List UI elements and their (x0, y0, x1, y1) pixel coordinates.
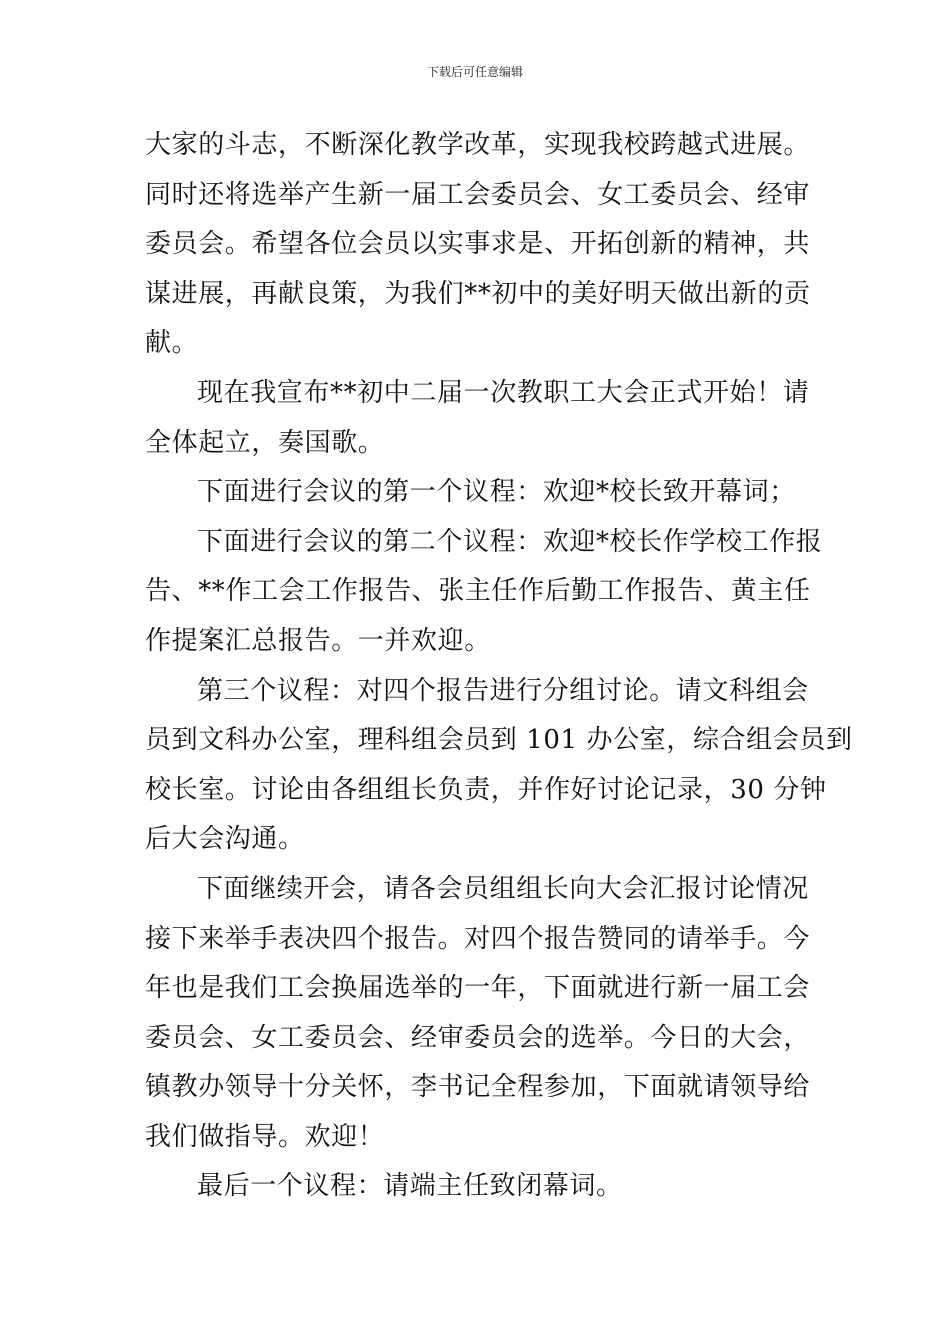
text-line: 委员会。希望各位会员以实事求是、开拓创新的精神，共 (145, 229, 811, 260)
text-line: 年也是我们工会换届选举的一年，下面就进行新一届工会 (145, 973, 811, 1004)
text-line: 接下来举手表决四个报告。对四个报告赞同的请举手。今 (145, 923, 811, 954)
text-line: 委员会、女工委员会、经审委员会的选举。今日的大会， (145, 1022, 811, 1053)
text-line: 作提案汇总报告。一并欢迎。 (145, 625, 491, 656)
text-line: 告、**作工会工作报告、张主任作后勤工作报告、黄主任 (145, 576, 811, 607)
text-line: 同时还将选举产生新一届工会委员会、女工委员会、经审 (145, 179, 811, 210)
text-line: 下面进行会议的第二个议程：欢迎*校长作学校工作报 (197, 526, 823, 557)
text-line: 献。 (145, 328, 199, 359)
text-line: 校长室。讨论由各组组长负责，并作好讨论记录，30 分钟 (145, 774, 827, 805)
text-line: 第三个议程：对四个报告进行分组讨论。请文科组会 (197, 675, 809, 706)
text-line: 下面进行会议的第一个议程：欢迎*校长致开幕词； (197, 477, 796, 508)
text-line: 员到文科办公室，理科组会员到 101 办公室，综合组会员到 (145, 725, 853, 756)
text-line: 我们做指导。欢迎！ (145, 1121, 385, 1152)
document-body (145, 121, 853, 1212)
text-line: 下面继续开会，请各会员组组长向大会汇报讨论情况 (197, 873, 809, 904)
text-line: 镇教办领导十分关怀，李书记全程参加，下面就请领导给 (145, 1072, 811, 1103)
page-header: 下载后可任意编辑 (426, 65, 523, 79)
text-line: 大家的斗志，不断深化教学改革，实现我校跨越式进展。 (145, 130, 811, 160)
text-line: 最后一个议程：请端主任致闭幕词。 (197, 1171, 623, 1202)
text-line: 后大会沟通。 (145, 824, 305, 855)
text-line: 谋进展，再献良策，为我们**初中的美好明天做出新的贡 (145, 278, 811, 309)
text-line: 全体起立，奏国歌。 (145, 427, 385, 458)
text-line: 现在我宣布**初中二届一次教职工大会正式开始！请 (197, 377, 810, 408)
